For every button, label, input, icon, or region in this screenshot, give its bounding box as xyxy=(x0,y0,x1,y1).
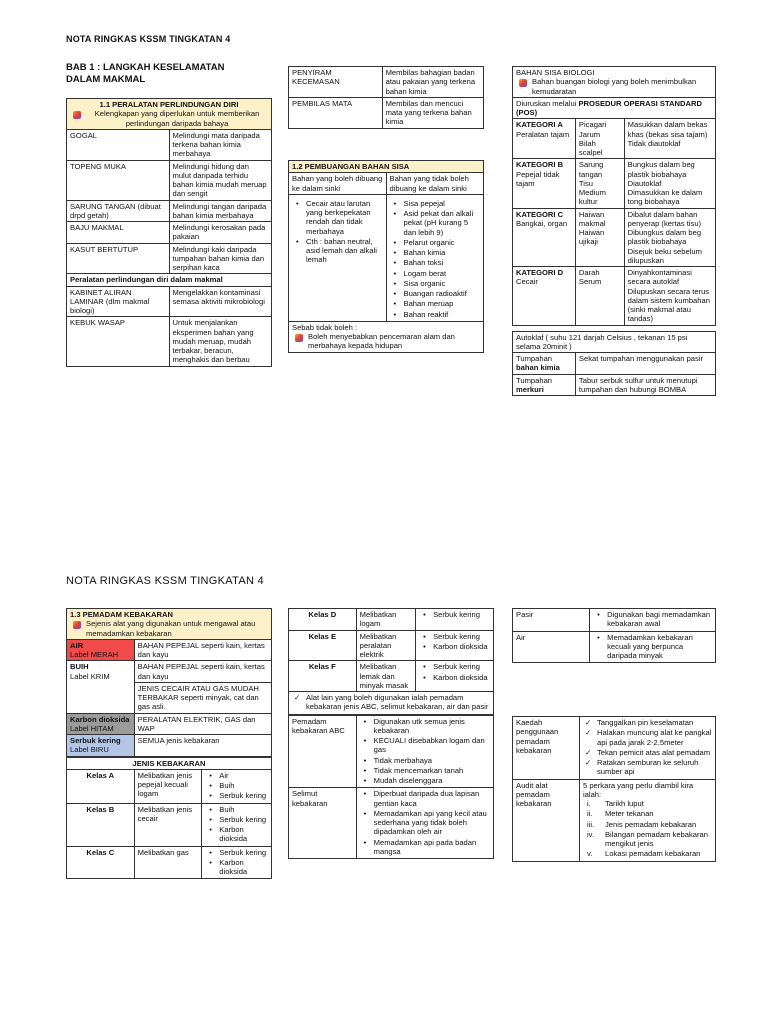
alat-lain-cell: ✓ Alat lain yang boleh digunakan ialah pemadam kebakaran jenis ABC, selimut kebakaran, air dan pasir xyxy=(289,692,494,715)
list-item: • Bahan kimia xyxy=(390,248,481,257)
equipment-desc: Membilas bahagian badan atau pakaian yang terkena bahan kimia xyxy=(382,67,483,98)
kelas-name: Kelas E xyxy=(289,630,357,661)
list-item: • Buih xyxy=(205,805,268,814)
list-item xyxy=(583,849,712,858)
tumpahan-desc: Sekat tumpahan menggunakan pasir xyxy=(575,353,715,375)
list-text: Jenis pemadam kebakaran xyxy=(604,819,697,829)
ppd-heading-cell: 1.1 PERALATAN PERLINDUNGAN DIRI Kelengkapan yang diperlukan untuk memberikan perlindungan daripada bahaya xyxy=(67,99,272,130)
list-item: • Cth : bahan neutral, asid lemah dan alkali lemah xyxy=(292,237,383,265)
kaedah-audit-table: Kaedah penggunaan pemadam kebakaran ✓ Tanggalkan pin keselamatan ✓ Halakan muncung alat ke pangkal api pada jarak 2-2.5meter ✓ Tekan pemicit atas alat pemadam ✓ Ratakan semburan ke seluruh sumber api Audit alat pemadam kebakaran 5 perkara yang perlu diambil kira ialah: i. Tarikh luput ii. Meter tekanan iii. Jenis pemadam kebakaran iv. Bilangan pemadam kebakaran mengikut jenis v. Lokasi pemadam kebakaran xyxy=(512,716,716,862)
list-item: • Serbuk kering xyxy=(419,632,490,641)
table-row xyxy=(67,200,272,222)
equipment-name: PENYIRAM KECEMASAN xyxy=(289,67,383,98)
table-row xyxy=(67,243,272,274)
jenis-kebakaran-heading: JENIS KEBAKARAN xyxy=(67,757,272,769)
equipment-name: GOGAL xyxy=(67,129,170,160)
kategori-title-cell: KATEGORI A Peralatan tajam xyxy=(513,119,576,159)
audit-label: Audit alat pemadam kebakaran xyxy=(513,779,580,861)
equipment-name: KASUT BERTUTUP xyxy=(67,243,170,274)
pos-cell: Diuruskan melalui PROSEDUR OPERASI STANDARD (POS) xyxy=(513,97,716,119)
kelas-extinguishers xyxy=(416,630,494,661)
kelas-row xyxy=(67,769,272,803)
pasir-air-label: Air xyxy=(513,631,590,663)
selimut-label: Selimut kebakaran xyxy=(289,788,357,859)
kategori-action-cell: Dibalut dalam bahan penyerap (kertas tisu) Dibungkus dalam beg plastik biobahaya Disejuk beku sebelum dilupuskan xyxy=(624,208,715,267)
pointing-hand-icon xyxy=(73,111,81,119)
list-item: • Memadamkan api yang kecil atau sederhana yang tidak boleh dipadamkan oleh air xyxy=(360,809,490,837)
pembuangan-heading: 1.2 PEMBUANGAN BAHAN SISA xyxy=(289,161,484,173)
tumpahan-label: Tumpahan bahan kimia xyxy=(513,353,576,375)
kelas-row xyxy=(289,630,494,661)
chapter-title: BAB 1 : LANGKAH KESELAMATAN DALAM MAKMAL xyxy=(66,62,225,85)
list-item: ✓ Halakan muncung alat ke pangkal api pada jarak 2-2.5meter xyxy=(583,728,712,747)
list-number: i. xyxy=(586,799,591,808)
kategori-items-cell: Picagari Jarum Bilah scalpel xyxy=(575,119,624,159)
kelas-desc: Melibatkan logam xyxy=(356,609,415,631)
autoklaf-cell: Autoklaf ( suhu 121 darjah Celsius , tekanan 15 psi selama 20minit ) xyxy=(513,331,716,353)
list-item: • Memadamkan api pada badan mangsa xyxy=(360,838,490,857)
kelas-row xyxy=(289,661,494,692)
kelas-extinguishers xyxy=(202,769,272,803)
pemadam-table: 1.3 PEMADAM KEBAKARAN Sejenis alat yang digunakan untuk mengawal atau memadamkan kebakaran AIR Label MERAH BAHAN PEPEJAL seperti kain, kertas dan kayu BUIH Label KRIM BAHAN PEPEJAL seperti kain, kertas dan kayu JENIS CECAIR ATAU GAS MUDAH TERBAKAR seperti minyak, cat dan gas asli. Karbon dioksida Label HITAM PERALATAN ELEKTRIK, GAS dan WAP Serbuk kering Label BIRU SEMUA jenis kebakaran JENIS KEBAKARAN Kelas A Melibatkan jenis pepejal kecuali logam • Air • Buih • Serbuk kering Kelas B Melibatkan jenis cecair • Buih • Serbuk kering • Karbon dioksida Kelas C Melibatkan gas • Serbuk kering • Karbon dioksida xyxy=(66,608,272,879)
kelas-row xyxy=(67,846,272,879)
list-item: • Air xyxy=(205,771,268,780)
tumpahan-row xyxy=(513,353,716,375)
list-number: v. xyxy=(586,849,593,859)
list-text: Meter tekanan xyxy=(604,809,654,819)
list-item: • Serbuk kering xyxy=(419,610,490,619)
equipment-desc: Melindungi hidung dan mulut daripada terhidu bahan kimia mudah meruap dan sengit xyxy=(169,160,272,200)
pointing-hand-icon xyxy=(519,79,527,87)
kategori-items-cell: Darah Serum xyxy=(575,267,624,326)
abc-label: Pemadam kebakaran ABC xyxy=(289,715,357,788)
equipment-desc: Untuk menjalankan eksperimen bahan yang mudah meruap, mudah terbakar, beracun, menghakis dan berbau xyxy=(169,317,272,366)
list-item: • Buangan radioaktif xyxy=(390,289,481,298)
list-item: • Serbuk kering xyxy=(205,815,268,824)
table-row xyxy=(289,67,484,98)
kelas-desc: Melibatkan peralatan elektrik xyxy=(356,630,415,661)
list-item xyxy=(583,799,712,808)
list-item: • Mudah diselenggara xyxy=(360,776,490,785)
list-item: • Cecair atau larutan yang berkepekatan rendah dan tidak merbahaya xyxy=(292,199,383,236)
kelas-right-table xyxy=(288,608,494,859)
table-row xyxy=(67,317,272,366)
list-item: • Karbon dioksida xyxy=(419,642,490,651)
list-number: iii. xyxy=(586,819,595,829)
pointing-hand-icon xyxy=(295,334,303,342)
kaedah-list xyxy=(583,718,712,777)
list-number: iv. xyxy=(586,829,595,839)
kelas-extinguishers xyxy=(416,661,494,692)
list-item: • Memadamkan kebakaran kecuali yang berpunca daripada minyak xyxy=(593,633,712,661)
equipment-desc: Melindungi tangan daripada bahan kimia merbahaya xyxy=(169,200,272,222)
kelas-extinguishers xyxy=(416,609,494,631)
list-item: • Sisa pepejal xyxy=(390,199,481,208)
kategori-action-cell: Masukkan dalam bekas khas (bekas sisa tajam) Tidak diautoklaf xyxy=(624,119,715,159)
equipment-name: KEBUK WASAP xyxy=(67,317,170,366)
kategori-items-cell: Sarung tangan Tisu Medium kultur xyxy=(575,159,624,208)
kelas-name: Kelas B xyxy=(67,803,135,846)
list-item: • Tidak mencemarkan tanah xyxy=(360,766,490,775)
list-item: • Pelarut organic xyxy=(390,238,481,247)
list-item: • Bahan toksi xyxy=(390,258,481,267)
type-buih: BUIH Label KRIM xyxy=(67,661,135,713)
table-row xyxy=(67,160,272,200)
page-title: NOTA RINGKAS KSSM TINGKATAN 4 xyxy=(66,34,231,44)
list-item: • Serbuk kering xyxy=(205,791,268,800)
type-serbuk-kering: Serbuk kering Label BIRU xyxy=(67,735,135,757)
list-text: Tarikh luput xyxy=(604,799,644,808)
kaedah-label: Kaedah penggunaan pemadam kebakaran xyxy=(513,717,580,780)
kategori-title-cell: KATEGORI D Cecair xyxy=(513,267,576,326)
kelas-desc: Melibatkan jenis pepejal kecuali logam xyxy=(134,769,202,803)
list-item: • Buih xyxy=(205,781,268,790)
table-row xyxy=(67,222,272,244)
kategori-title-cell: KATEGORI C Bangkai, organ xyxy=(513,208,576,267)
pasir-air-desc xyxy=(590,609,716,632)
kategori-row xyxy=(513,208,716,267)
tumpahan-desc: Tabur serbuk sulfur untuk menutupi tumpahan dan hubungi BOMBA xyxy=(575,374,715,396)
pembuangan-table xyxy=(288,160,484,353)
ppd-subheading: Peralatan perlindungan diri dalam makmal xyxy=(67,274,272,286)
list-item: • Digunakan utk semua jenis kebakaran xyxy=(360,717,490,736)
kelas-extinguishers xyxy=(202,803,272,846)
table-row xyxy=(513,609,716,632)
kategori-action-cell: Dinyahkontaminasi secara autoklaf Dilupuskan secara terus dalam sistem kumbahan (sinki makmal atau tandas) xyxy=(624,267,715,326)
kelas-name: Kelas A xyxy=(67,769,135,803)
pasir-air-table xyxy=(512,608,716,663)
pasir-air-desc xyxy=(590,631,716,663)
list-item: ✓ Ratakan semburan ke seluruh sumber api xyxy=(583,758,712,777)
list-item: • Karbon dioksida xyxy=(205,858,268,877)
tidak-boleh-sinki-head: Bahan yang tidak boleh dibuang ke dalam sinki xyxy=(386,173,484,195)
list-item: • Logam berat xyxy=(390,269,481,278)
list-item: • Serbuk kering xyxy=(419,662,490,671)
list-item: • Serbuk kering xyxy=(205,848,268,857)
kelas-name: Kelas F xyxy=(289,661,357,692)
kategori-row xyxy=(513,119,716,159)
list-item: ✓ Tekan pemicit atas alat pemadam xyxy=(583,748,712,757)
biologi-heading-cell: BAHAN SISA BIOLOGI Bahan buangan biologi yang boleh menimbulkan kemudaratan xyxy=(513,67,716,98)
kategori-row xyxy=(513,159,716,208)
kelas-extinguishers xyxy=(202,846,272,879)
equipment-name: TOPENG MUKA xyxy=(67,160,170,200)
sebab-cell: Sebab tidak boleh : Boleh menyebabkan pencemaran alam dan merbahaya kepada hidupan xyxy=(289,321,484,352)
list-item: • Bahan reaktif xyxy=(390,310,481,319)
list-item: • Bahan meruap xyxy=(390,299,481,308)
tumpahan-row xyxy=(513,374,716,396)
list-item: • KECUALI disebabkan logam dan gas xyxy=(360,736,490,755)
table-row xyxy=(289,97,484,128)
equipment-name: BAJU MAKMAL xyxy=(67,222,170,244)
list-item: • Digunakan bagi memadamkan kebakaran awal xyxy=(593,610,712,629)
list-item: • Tidak merbahaya xyxy=(360,756,490,765)
list-item: • Asid pekat dan alkali pekat (pH kurang 5 dan lebih 9) xyxy=(390,209,481,237)
kelas-row xyxy=(289,609,494,631)
tidak-boleh-sinki-list xyxy=(390,199,481,319)
kategori-row xyxy=(513,267,716,326)
list-item: • Karbon dioksida xyxy=(419,673,490,682)
tumpahan-label: Tumpahan merkuri xyxy=(513,374,576,396)
equipment-desc: Melindungi mata daripada terkena bahan kimia merbahaya xyxy=(169,129,272,160)
boleh-sinki-head: Bahan yang boleh dibuang ke dalam sinki xyxy=(289,173,387,195)
kelas-name: Kelas D xyxy=(289,609,357,631)
equipment-name: PEMBILAS MATA xyxy=(289,97,383,128)
table-row xyxy=(513,631,716,663)
kategori-items-cell: Haiwan makmal Haiwan ujikaji xyxy=(575,208,624,267)
pemadam-heading-cell: 1.3 PEMADAM KEBAKARAN Sejenis alat yang digunakan untuk mengawal atau memadamkan kebakaran xyxy=(67,609,272,640)
kelas-desc: Melibatkan gas xyxy=(134,846,202,879)
equipment-desc: Mengelakkan kontaminasi semasa aktiviti mikrobiologi xyxy=(169,286,272,317)
type-air: AIR Label MERAH xyxy=(67,639,135,661)
list-text: Bilangan pemadam kebakaran mengikut jenis xyxy=(604,829,708,848)
list-item: • Diperbuat daripada dua lapisan gentian kaca xyxy=(360,789,490,808)
list-item xyxy=(583,809,712,818)
kelas-desc: Melibatkan lemak dan minyak masak xyxy=(356,661,415,692)
equipment-name: SARUNG TANGAN (dibuat drpd getah) xyxy=(67,200,170,222)
equipment-name: KABINET ALIRAN LAMINAR (dlm makmal biologi) xyxy=(67,286,170,317)
penyiram-table xyxy=(288,66,484,129)
kelas-name: Kelas C xyxy=(67,846,135,879)
selimut-list xyxy=(360,789,490,856)
equipment-desc: Melindungi kerosakan pada pakaian xyxy=(169,222,272,244)
list-item: • Sisa organic xyxy=(390,279,481,288)
abc-list xyxy=(360,717,490,786)
list-text: Lokasi pemadam kebakaran xyxy=(604,849,701,859)
equipment-desc: Membilas dan mencuci mata yang terkena bahan kimia xyxy=(382,97,483,128)
list-item xyxy=(583,820,712,829)
table-row xyxy=(67,129,272,160)
list-item: ✓ Tanggalkan pin keselamatan xyxy=(583,718,712,727)
kelas-desc: Melibatkan jenis cecair xyxy=(134,803,202,846)
equipment-desc: Melindungi kaki daripada tumpahan bahan kimia dan serpihan kaca xyxy=(169,243,272,274)
audit-list xyxy=(583,799,712,859)
list-number: ii. xyxy=(586,809,593,819)
kelas-row xyxy=(67,803,272,846)
kategori-action-cell: Bungkus dalam beg plastik biobahaya Diautoklaf Dimasukkan ke dalam tong biobahaya xyxy=(624,159,715,208)
boleh-sinki-list xyxy=(292,199,383,265)
ppd-table xyxy=(66,98,272,367)
list-item xyxy=(583,830,712,849)
biologi-table xyxy=(512,66,716,396)
list-item: • Karbon dioksida xyxy=(205,825,268,844)
pasir-air-label: Pasir xyxy=(513,609,590,632)
type-karbon-dioksida: Karbon dioksida Label HITAM xyxy=(67,713,135,735)
kategori-title-cell: KATEGORI B Pepejal tidak tajam xyxy=(513,159,576,208)
table-row xyxy=(67,286,272,317)
pointing-hand-icon xyxy=(73,621,81,629)
page-title-2: NOTA RINGKAS KSSM TINGKATAN 4 xyxy=(66,575,264,587)
